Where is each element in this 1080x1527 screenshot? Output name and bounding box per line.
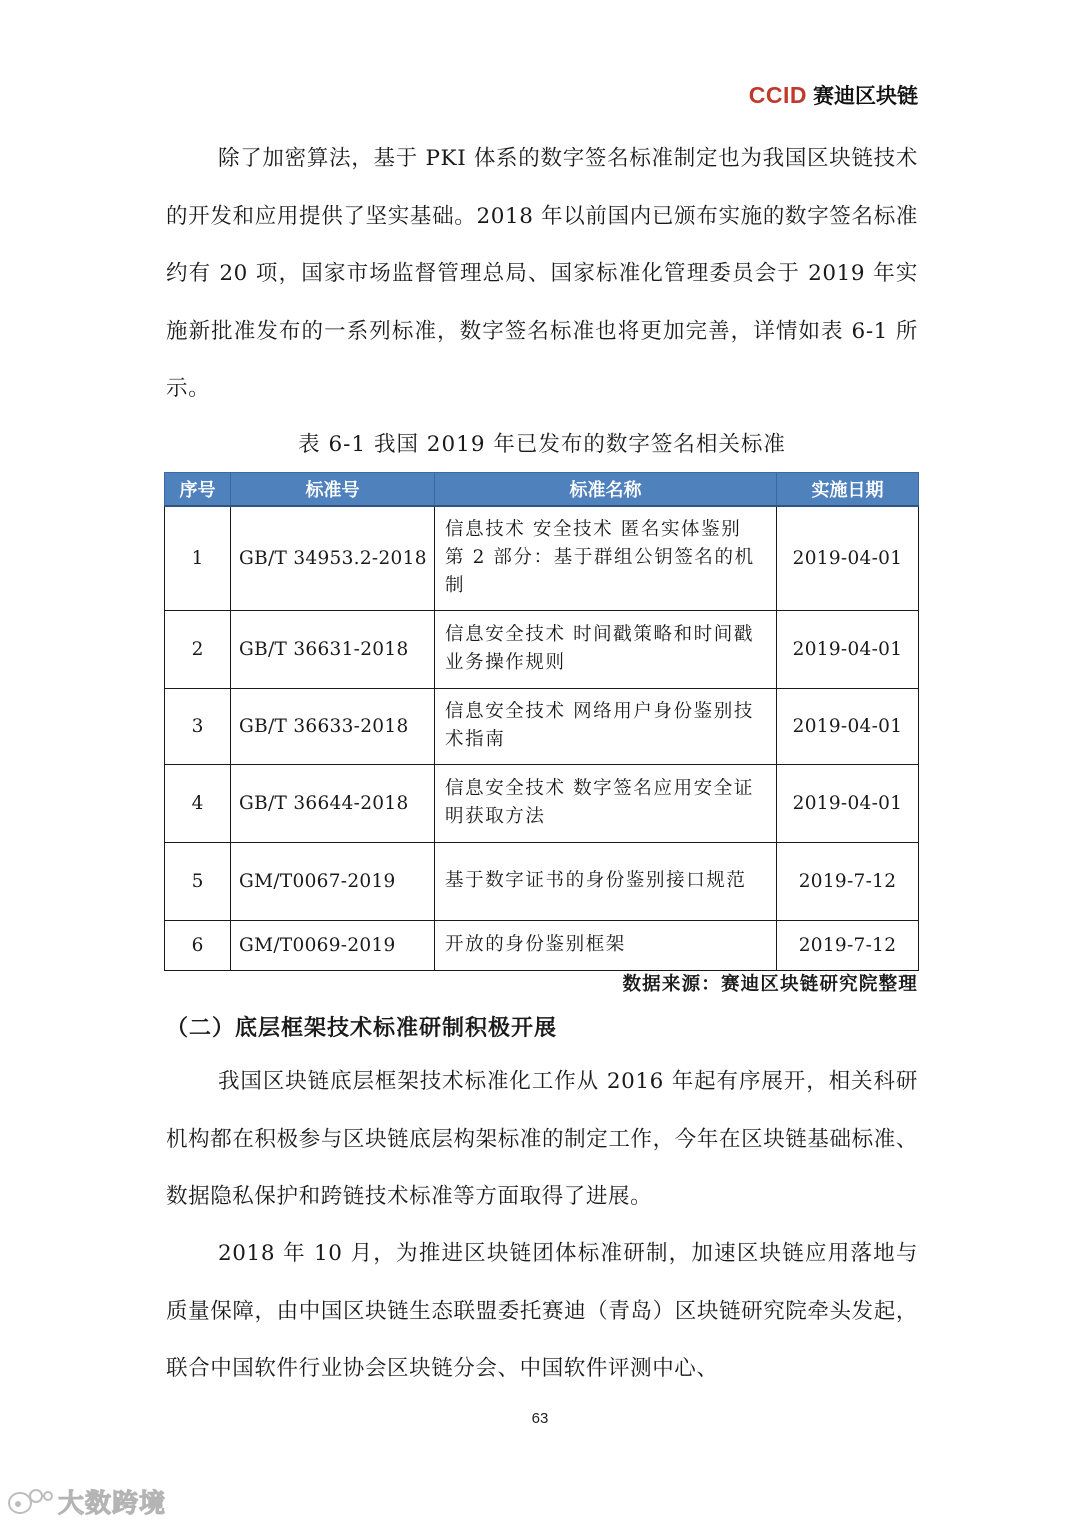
section-paragraph-2: 2018 年 10 月，为推进区块链团体标准研制，加速区块链应用落地与质量保障，由中国区块链生态联盟委托赛迪（青岛）区块链研究院牵头发起，联合中国软件行业协会区块链分会、中国软件评测中心、 <box>166 1241 918 1381</box>
cell-code: GM/T0067-2019 <box>231 842 435 920</box>
cell-date: 2019-7-12 <box>777 920 919 970</box>
table-row <box>165 688 919 764</box>
cell-code: GB/T 36633-2018 <box>231 688 435 764</box>
header-brand <box>749 80 918 110</box>
cell-no: 6 <box>165 920 231 970</box>
cell-code: GM/T0069-2019 <box>231 920 435 970</box>
page-number: 63 <box>531 1410 549 1427</box>
watermark <box>6 1481 166 1521</box>
table-source-note: 数据来源：赛迪区块链研究院整理 <box>622 974 918 995</box>
header-code: 标准号 <box>231 473 435 507</box>
table-row <box>165 920 919 970</box>
cell-no: 5 <box>165 842 231 920</box>
watermark-logo-icon <box>6 1486 54 1516</box>
cell-date: 2019-04-01 <box>777 688 919 764</box>
table-caption: 表 6-1 我国 2019 年已发布的数字签名相关标准 <box>298 432 786 457</box>
cell-name: 开放的身份鉴别框架 <box>435 920 777 970</box>
table-row <box>165 842 919 920</box>
ccid-logo: CCID <box>748 82 807 108</box>
cell-no: 3 <box>165 688 231 764</box>
cell-date: 2019-04-01 <box>777 506 919 610</box>
cell-name: 信息安全技术 时间戳策略和时间戳业务操作规则 <box>435 610 777 688</box>
header-no: 序号 <box>165 473 231 507</box>
cell-name: 信息技术 安全技术 匿名实体鉴别 第 2 部分：基于群组公钥签名的机制 <box>435 506 777 610</box>
cell-name: 信息安全技术 网络用户身份鉴别技术指南 <box>435 688 777 764</box>
brand-name: 赛迪区块链 <box>813 85 918 108</box>
cell-no: 4 <box>165 764 231 842</box>
cell-name: 信息安全技术 数字签名应用安全证明获取方法 <box>435 764 777 842</box>
standards-table <box>164 472 919 971</box>
cell-date: 2019-04-01 <box>777 610 919 688</box>
intro-paragraph: 除了加密算法，基于 PKI 体系的数字签名标准制定也为我国区块链技术的开发和应用提供了坚实基础。2018 年以前国内已颁布实施的数字签名标准约有 20 项，国家市场监督管理总局、国家标准化管理委员会于 2019 年实施新批准发布的一系列标准，数字签名标准也将更加完善，详情如表 6-1 所示。 <box>166 146 918 401</box>
cell-code: GB/T 36631-2018 <box>231 610 435 688</box>
table-header-row <box>165 473 919 507</box>
cell-name: 基于数字证书的身份鉴别接口规范 <box>435 842 777 920</box>
cell-date: 2019-7-12 <box>777 842 919 920</box>
section-heading: （二）底层框架技术标准研制积极开展 <box>166 1016 558 1041</box>
section-paragraph-1: 我国区块链底层框架技术标准化工作从 2016 年起有序展开，相关科研机构都在积极参与区块链底层构架标准的制定工作，今年在区块链基础标准、数据隐私保护和跨链技术标准等方面取得了进展。 <box>166 1069 918 1209</box>
cell-no: 1 <box>165 506 231 610</box>
table-row <box>165 764 919 842</box>
watermark-text: 大数跨境 <box>58 1488 167 1519</box>
cell-code: GB/T 36644-2018 <box>231 764 435 842</box>
cell-no: 2 <box>165 610 231 688</box>
cell-code: GB/T 34953.2-2018 <box>231 506 435 610</box>
cell-date: 2019-04-01 <box>777 764 919 842</box>
header-name: 标准名称 <box>435 473 777 507</box>
header-date: 实施日期 <box>777 473 919 507</box>
table-row <box>165 506 919 610</box>
table-row <box>165 610 919 688</box>
